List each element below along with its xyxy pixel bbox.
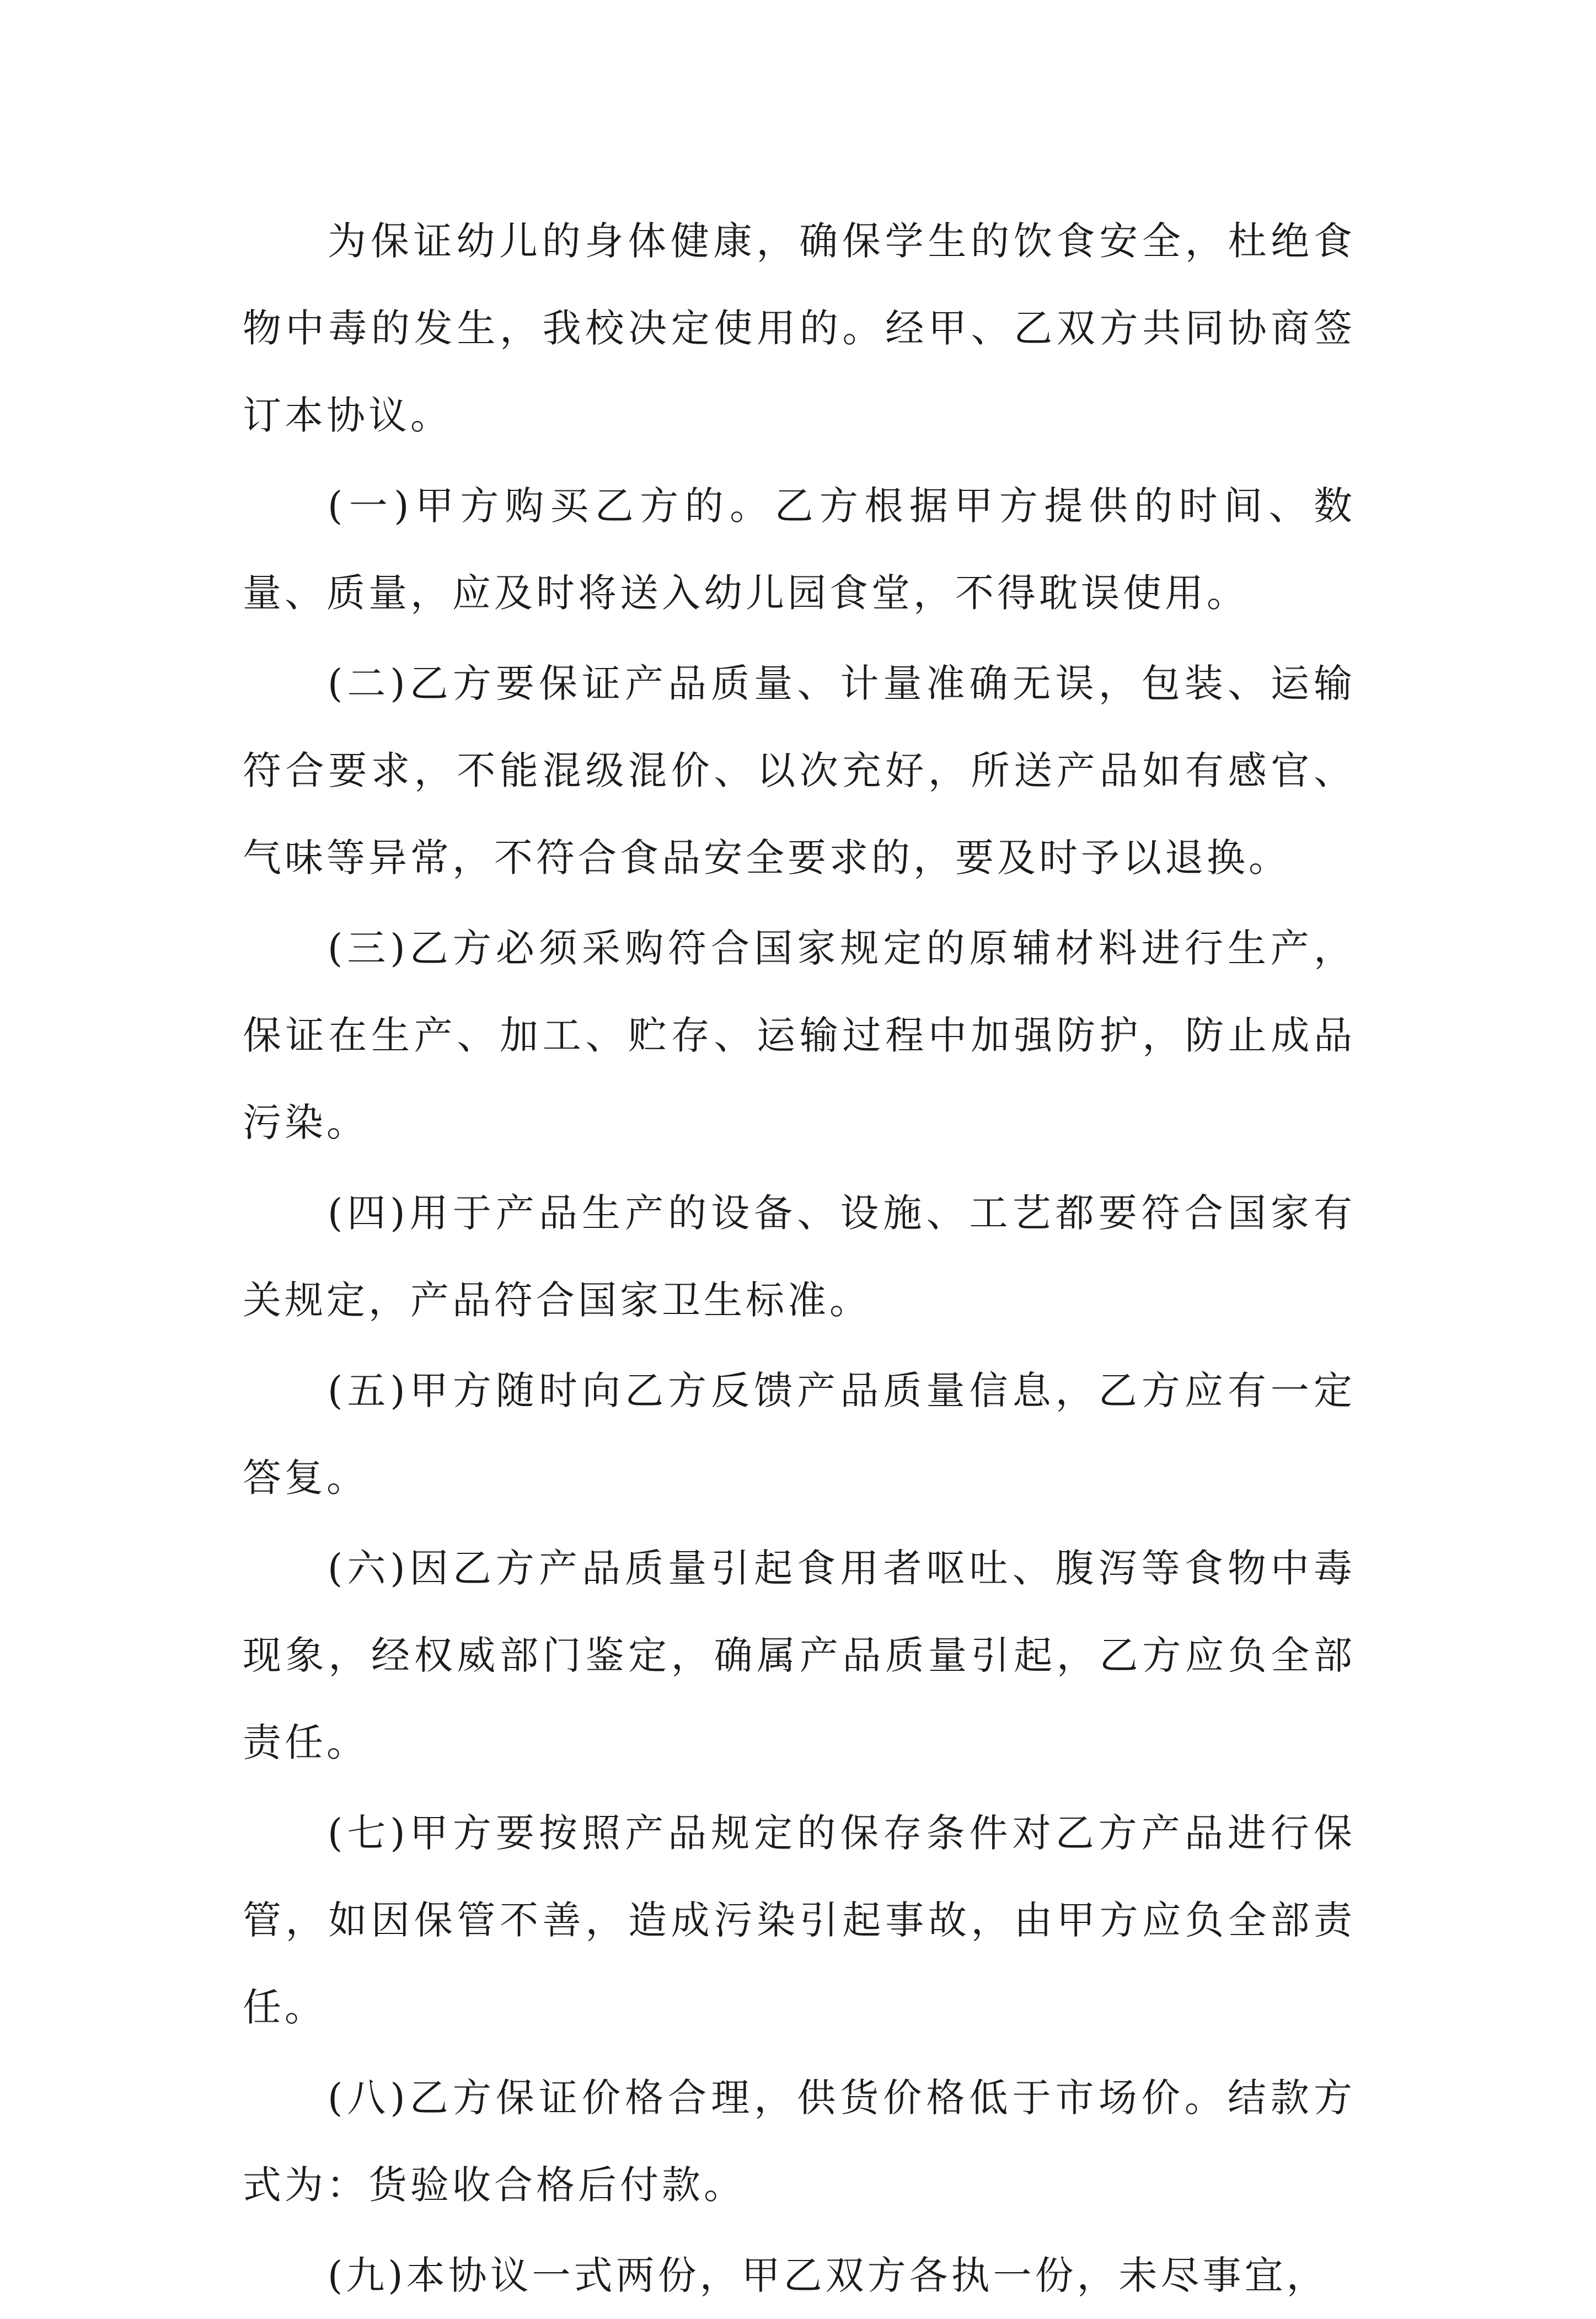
- clause-6-paragraph: (六)因乙方产品质量引起食用者呕吐、腹泻等食物中毒现象，经权威部门鉴定，确属产品质量引起，乙方应负全部责任。: [243, 1546, 1356, 1765]
- clause-5-paragraph: (五)甲方随时向乙方反馈产品质量信息，乙方应有一定答复。: [243, 1368, 1356, 1500]
- agreement-text: [243, 197, 1356, 2319]
- clause-2-paragraph: (二)乙方要保证产品质量、计量准确无误，包装、运输符合要求，不能混级混价、以次充好，所送产品如有感官、气味等异常，不符合食品安全要求的，要及时予以退换。: [243, 661, 1356, 880]
- clause-8-paragraph: (八)乙方保证价格合理，供货价格低于市场价。结款方式为：货验收合格后付款。: [243, 2075, 1356, 2208]
- intro-paragraph: 为保证幼儿的身体健康，确保学生的饮食安全，杜绝食物中毒的发生，我校决定使用的。经甲、乙双方共同协商签订本协议。: [243, 218, 1356, 438]
- clause-4-paragraph: (四)用于产品生产的设备、设施、工艺都要符合国家有关规定，产品符合国家卫生标准。: [243, 1190, 1356, 1323]
- clause-9-paragraph: (九)本协议一式两份，甲乙双方各执一份，未尽事宜，: [328, 2253, 1329, 2298]
- clause-7-paragraph: (七)甲方要按照产品规定的保存条件对乙方产品进行保管，如因保管不善，造成污染引起事故，由甲方应负全部责任。: [243, 1810, 1356, 2030]
- clause-3-paragraph: (三)乙方必须采购符合国家规定的原辅材料进行生产，保证在生产、加工、贮存、运输过程中加强防护，防止成品污染。: [243, 926, 1356, 1145]
- clause-1-paragraph: (一)甲方购买乙方的。乙方根据甲方提供的时间、数量、质量，应及时将送入幼儿园食堂，不得耽误使用。: [243, 483, 1356, 616]
